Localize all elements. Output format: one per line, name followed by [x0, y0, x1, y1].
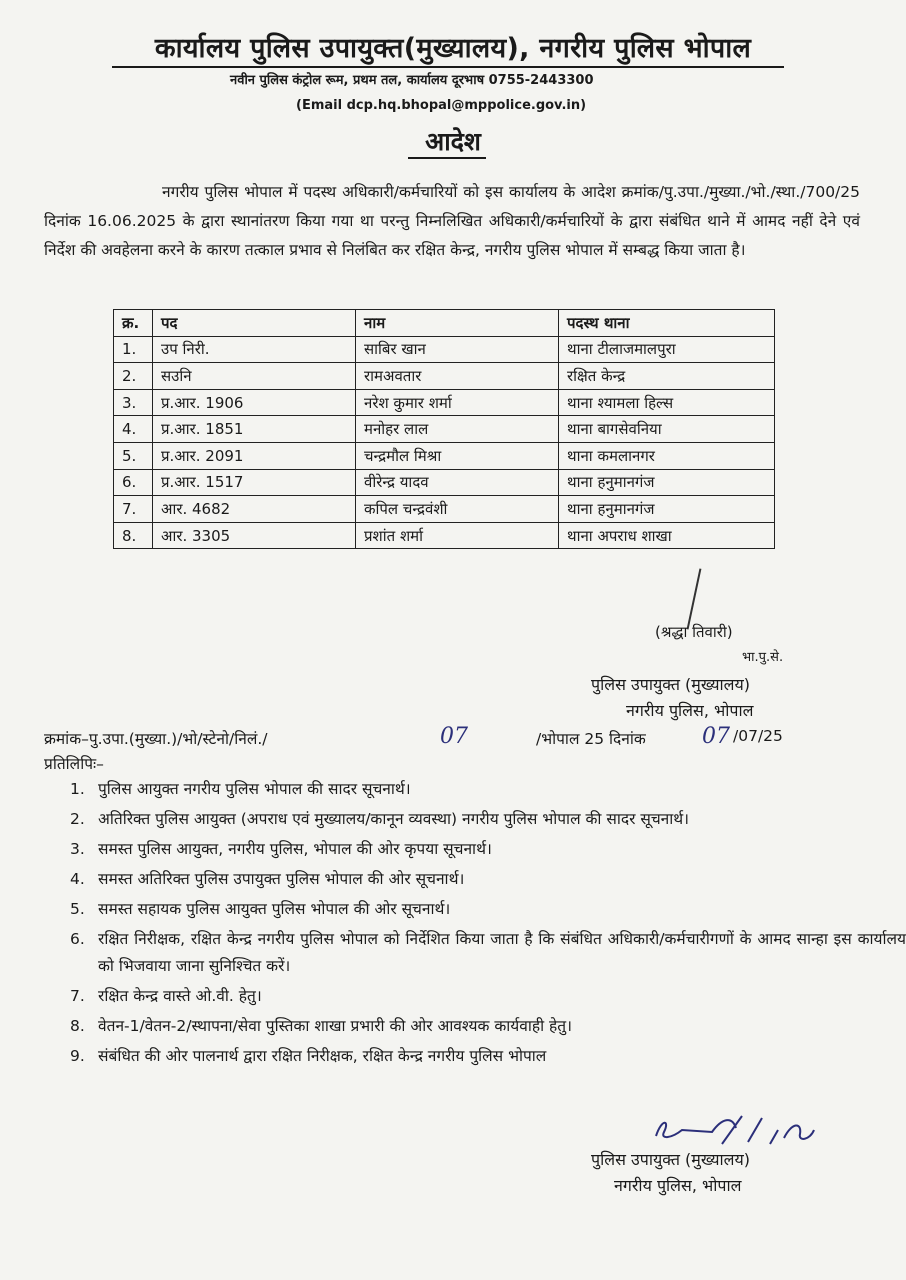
cell-serial: 4. [114, 416, 153, 443]
copies-list [60, 776, 906, 1073]
cell-name: साबिर खान [356, 336, 559, 363]
handwritten-signature [652, 1108, 818, 1150]
list-item: 1. पुलिस आयुक्त नगरीय पुलिस भोपाल की सादर सूचनार्थ। [70, 780, 411, 798]
signatory-designation-2: पुलिस उपायुक्त (मुख्यालय) [591, 1150, 751, 1169]
list-item: 9. संबंधित की ओर पालनार्थ द्वारा रक्षित निरीक्षक, रक्षित केन्द्र नगरीय पुलिस भोपाल [70, 1047, 547, 1065]
col-header-posting: पदस्थ थाना [559, 310, 775, 337]
list-item: 4. समस्त अतिरिक्त पुलिस उपायुक्त पुलिस भोपाल की ओर सूचनार्थ। [70, 870, 465, 888]
cell-serial: 2. [114, 363, 153, 390]
cell-name: प्रशांत शर्मा [356, 522, 559, 549]
col-header-rank: पद [153, 310, 356, 337]
cell-posting: थाना बागसेवनिया [559, 416, 775, 443]
cell-name: मनोहर लाल [356, 416, 559, 443]
cell-serial: 8. [114, 522, 153, 549]
cell-name: रामअवतार [356, 363, 559, 390]
cell-name: कपिल चन्द्रवंशी [356, 496, 559, 523]
cell-posting: थाना अपराध शाखा [559, 522, 775, 549]
office-email: (Email dcp.hq.bhopal@mppolice.gov.in) [296, 98, 587, 113]
signatory-city: नगरीय पुलिस, भोपाल [626, 701, 754, 720]
table-row [114, 496, 775, 523]
table-row [114, 363, 775, 390]
personnel-table [113, 309, 775, 549]
reference-prefix: क्रमांक–पु.उपा.(मुख्या.)/भो/स्टेनो/निलं./ [44, 730, 268, 748]
cell-serial: 5. [114, 442, 153, 469]
office-title: कार्यालय पुलिस उपायुक्त(मुख्यालय), नगरीय पुलिस भोपाल [154, 33, 752, 64]
cell-rank: प्र.आर. 1906 [153, 389, 356, 416]
cell-serial: 7. [114, 496, 153, 523]
cell-serial: 3. [114, 389, 153, 416]
order-paragraph [44, 178, 860, 265]
order-paragraph-text: नगरीय पुलिस भोपाल में पदस्थ अधिकारी/कर्मचारियों को इस कार्यालय के आदेश क्रमांक/पु.उपा./मुख्या./भो./स्था./700/25 दिनांक 16.06.2025 के द्वारा स्थानांतरण किया गया था परन्तु निम्नलिखित अधिकारी/कर्मचारियों के द्वारा संबंधित थाने में आमद नहीं देने एवं निर्देश की अवहेलना करने के कारण तत्काल प्रभाव से निलंबित कर रक्षित केन्द्र, नगरीय पुलिस भोपाल में सम्बद्ध किया जाता है। [44, 183, 860, 259]
table-row [114, 522, 775, 549]
cell-rank: प्र.आर. 2091 [153, 442, 356, 469]
cell-posting: थाना कमलानगर [559, 442, 775, 469]
cell-posting: थाना हनुमानगंज [559, 469, 775, 496]
list-item: 8. वेतन-1/वेतन-2/स्थापना/सेवा पुस्तिका शाखा प्रभारी की ओर आवश्यक कार्यवाही हेतु। [70, 1017, 572, 1035]
cell-name: चन्द्रमौल मिश्रा [356, 442, 559, 469]
signatory-service: भा.पु.से. [742, 650, 784, 665]
cell-posting: थाना हनुमानगंज [559, 496, 775, 523]
table-header-row [114, 310, 775, 337]
copies-label: प्रतिलिपिः– [44, 755, 104, 773]
cell-rank: प्र.आर. 1517 [153, 469, 356, 496]
cell-rank: सउनि [153, 363, 356, 390]
order-heading: आदेश [425, 127, 481, 156]
cell-posting: रक्षित केन्द्र [559, 363, 775, 390]
reference-suffix: /07/25 [733, 727, 783, 745]
signatory-designation: पुलिस उपायुक्त (मुख्यालय) [591, 675, 751, 694]
cell-posting: थाना टीलाजमालपुरा [559, 336, 775, 363]
cell-name: नरेश कुमार शर्मा [356, 389, 559, 416]
cell-rank: उप निरी. [153, 336, 356, 363]
cell-rank: आर. 4682 [153, 496, 356, 523]
signature-mark [687, 568, 702, 629]
table-row [114, 442, 775, 469]
list-item: 3. समस्त पुलिस आयुक्त, नगरीय पुलिस, भोपाल की ओर कृपया सूचनार्थ। [70, 840, 492, 858]
table-row [114, 416, 775, 443]
list-item: 2. अतिरिक्त पुलिस आयुक्त (अपराध एवं मुख्यालय/कानून व्यवस्था) नगरीय पुलिस भोपाल की सादर सूचनार्थ। [70, 810, 690, 828]
reference-handwritten-date: 07 [702, 724, 730, 749]
table-row [114, 389, 775, 416]
title-underline [112, 66, 784, 68]
list-item: 7. रक्षित केन्द्र वास्ते ओ.वी. हेतु। [70, 987, 262, 1005]
reference-middle: /भोपाल 25 दिनांक [536, 730, 646, 748]
table-row [114, 336, 775, 363]
signatory-city-2: नगरीय पुलिस, भोपाल [614, 1176, 742, 1195]
signatory-name: (श्रद्धा तिवारी) [655, 623, 733, 641]
list-item: 6. रक्षित निरीक्षक, रक्षित केन्द्र नगरीय पुलिस भोपाल को निर्देशित किया जाता है कि संबंधित अधिकारी/कर्मचारीगणों के आमद सान्हा इस कार्यालय को भिजवाया जाना सुनिश्चित करें। [70, 930, 906, 975]
cell-serial: 6. [114, 469, 153, 496]
col-header-serial: क्र. [114, 310, 153, 337]
cell-rank: प्र.आर. 1851 [153, 416, 356, 443]
table-row [114, 469, 775, 496]
reference-handwritten-number: 07 [440, 724, 468, 749]
cell-posting: थाना श्यामला हिल्स [559, 389, 775, 416]
heading-underline [408, 157, 486, 159]
cell-serial: 1. [114, 336, 153, 363]
cell-name: वीरेन्द्र यादव [356, 469, 559, 496]
cell-rank: आर. 3305 [153, 522, 356, 549]
office-address: नवीन पुलिस कंट्रोल रूम, प्रथम तल, कार्यालय दूरभाष 0755-2443300 [230, 73, 594, 88]
list-item: 5. समस्त सहायक पुलिस आयुक्त पुलिस भोपाल की ओर सूचनार्थ। [70, 900, 451, 918]
col-header-name: नाम [356, 310, 559, 337]
